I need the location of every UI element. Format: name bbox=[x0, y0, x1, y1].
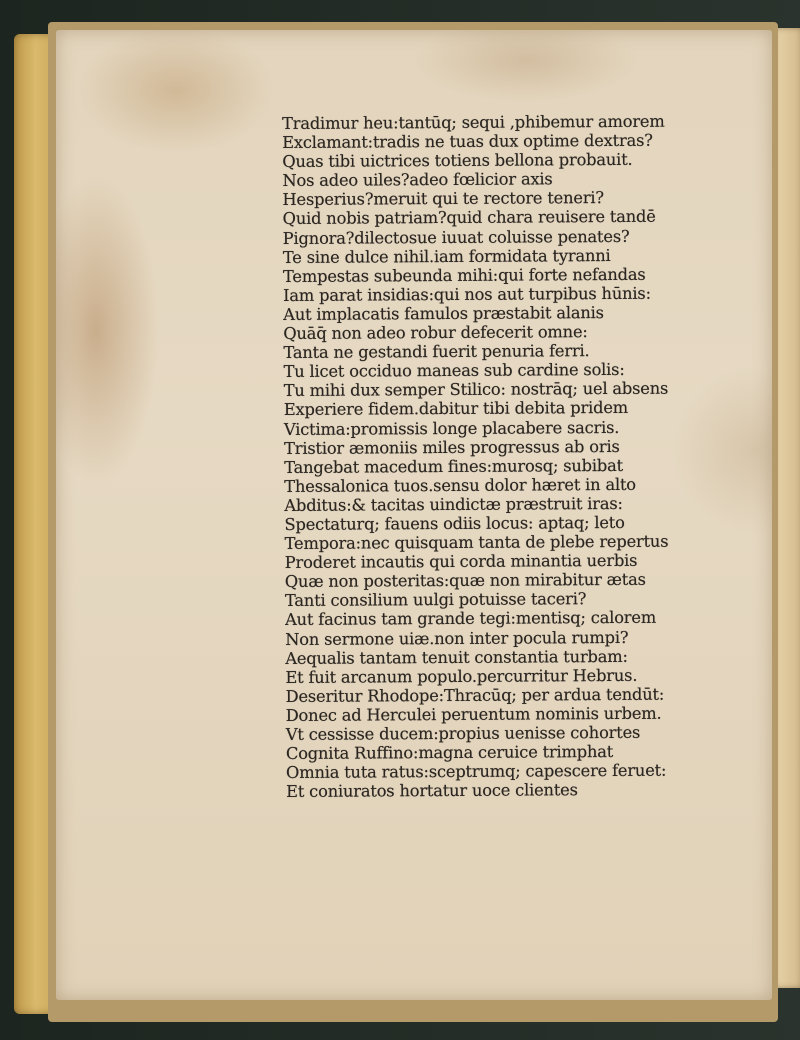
text-line: Aut facinus tam grande tegi:mentisq; calorem bbox=[285, 608, 657, 630]
text-line: Donec ad Herculei peruentum nominis urbem. bbox=[285, 703, 662, 725]
text-line: Cognita Ruffino:magna ceruice trimphat bbox=[285, 742, 614, 764]
text-line: Tanta ne gestandi fuerit penuria ferri. bbox=[283, 341, 590, 363]
text-line: Et fuit arcanum populo.percurritur Hebrus. bbox=[285, 665, 638, 687]
text-line: Omnia tuta ratus:sceptrumq; capescere feruet: bbox=[285, 760, 667, 783]
text-line: Tempora:nec quisquam tanta de plebe repertus bbox=[284, 531, 669, 554]
text-line: Pignora?dilectosue iuuat coluisse penates? bbox=[282, 226, 630, 248]
poem-text bbox=[282, 112, 686, 802]
text-line: Tempestas subeunda mihi:qui forte nefandas bbox=[282, 264, 646, 286]
text-line: Hesperius?meruit qui te rectore teneri? bbox=[282, 188, 604, 210]
text-line: Vt cessisse ducem:propius uenisse cohortes bbox=[285, 722, 641, 744]
text-line: Non sermone uiæ.non inter pocula rumpi? bbox=[285, 627, 629, 649]
text-line: Tangebat macedum fines:murosq; subibat bbox=[284, 455, 624, 477]
text-line: Quas tibi uictrices totiens bellona probauit. bbox=[282, 150, 633, 172]
text-line: Victima:promissis longe placabere sacris. bbox=[283, 417, 620, 439]
text-line: Aut implacatis famulos præstabit alanis bbox=[283, 302, 604, 324]
text-line: Tu licet occiduo maneas sub cardine solis: bbox=[283, 360, 625, 382]
text-line: Experiere fidem.dabitur tibi debita pridem bbox=[283, 398, 629, 420]
text-line: Deseritur Rhodope:Thracūq; per ardua tendūt: bbox=[285, 684, 665, 706]
text-line: Te sine dulce nihil.iam formidata tyranni bbox=[282, 245, 611, 267]
text-line: Tristior æmoniis miles progressus ab oris bbox=[283, 436, 620, 458]
text-line: Quid nobis patriam?quid chara reuisere tandē bbox=[282, 207, 656, 229]
text-line: Exclamant:tradis ne tuas dux optime dextras? bbox=[282, 130, 653, 153]
text-line: Abditus:& tacitas uindictæ præstruit iras: bbox=[284, 493, 623, 515]
text-line: Quāq̄ non adeo robur defecerit omne: bbox=[283, 322, 588, 344]
text-line: Quæ non posteritas:quæ non mirabitur ætas bbox=[284, 570, 646, 592]
book-page bbox=[56, 30, 772, 1000]
text-line: Thessalonica tuos.sensu dolor hæret in alto bbox=[284, 474, 636, 496]
text-line: Tanti consilium uulgi potuisse taceri? bbox=[284, 589, 587, 611]
text-line: Spectaturq; fauens odiis locus: aptaq; leto bbox=[284, 512, 625, 534]
text-line: Et coniuratos hortatur uoce clientes bbox=[286, 780, 578, 802]
text-line: Proderet incautis qui corda minantia uerbis bbox=[284, 550, 638, 573]
text-line: Tradimur heu:tantūq; sequi ,phibemur amorem bbox=[282, 111, 665, 133]
text-line: Nos adeo uiles?adeo fœlicior axis bbox=[282, 169, 553, 191]
text-line: Iam parat insidias:qui nos aut turpibus hūnis: bbox=[283, 283, 651, 305]
text-line: Aequalis tantam tenuit constantia turbam: bbox=[285, 646, 628, 668]
text-line: Tu mihi dux semper Stilico: nostrāq; uel absens bbox=[283, 378, 669, 401]
